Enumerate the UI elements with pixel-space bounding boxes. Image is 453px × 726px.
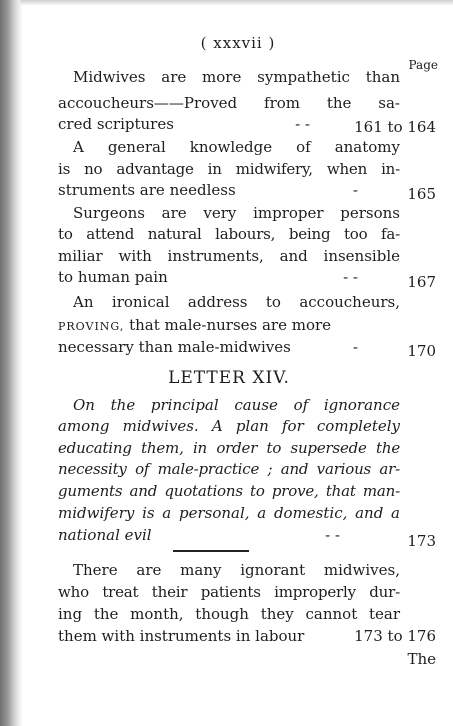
entry-1-line-2: accoucheurs——Proved from the sa- bbox=[58, 94, 400, 112]
letter-summary-line-1: On the principal cause of ignorance bbox=[73, 396, 400, 414]
entry-2-page: 165 bbox=[407, 185, 436, 203]
letter-summary-line-6: midwifery is a personal, a domestic, and a bbox=[58, 504, 400, 522]
entry-5-line-2: who treat their patients improperly dur- bbox=[58, 583, 400, 601]
entry-3-leader: - - bbox=[343, 268, 358, 286]
entry-5-line-3: ing the month, though they cannot tear bbox=[58, 605, 400, 623]
running-head: ( xxxvii ) bbox=[200, 34, 276, 52]
letter-summary-line-4: necessity of male-practice ; and various ar- bbox=[58, 460, 400, 478]
entry-2-line-3: struments are needless bbox=[58, 181, 236, 199]
letter-summary-line-3: educating them, in order to supersede the bbox=[58, 439, 400, 457]
entry-3-line-4: to human pain bbox=[58, 268, 168, 286]
letter-summary-page: 173 bbox=[407, 532, 436, 550]
entry-5-line-4: them with instruments in labour bbox=[58, 627, 305, 645]
letter-summary-line-5: guments and quotations to prove, that man- bbox=[58, 482, 400, 500]
catchword: The bbox=[407, 650, 436, 668]
entry-4-line-1: An ironical address to accoucheurs, bbox=[73, 293, 400, 311]
entry-3-page: 167 bbox=[407, 273, 436, 291]
entry-4-smallcaps-word: PROVING, bbox=[58, 320, 125, 333]
entry-5-line-1: There are many ignorant midwives, bbox=[73, 561, 400, 579]
entry-4-line-2 bbox=[58, 316, 400, 335]
entry-1-leader: - - bbox=[295, 115, 310, 133]
section-rule bbox=[173, 550, 249, 552]
letter-heading: LETTER XIV. bbox=[168, 368, 290, 388]
entry-4-line-3: necessary than male-midwives bbox=[58, 338, 291, 356]
entry-4-line-2-text: that male-nurses are more bbox=[129, 316, 332, 334]
entry-4-leader: - bbox=[352, 338, 358, 356]
entry-1-line-3: cred scriptures bbox=[58, 115, 174, 133]
entry-1-page: 161 to 164 bbox=[354, 118, 436, 136]
entry-3-line-3: miliar with instruments, and insensible bbox=[58, 247, 400, 265]
letter-summary-line-7: national evil bbox=[58, 526, 152, 544]
binding-gutter bbox=[0, 0, 22, 726]
letter-summary-leader: - - bbox=[325, 526, 340, 544]
entry-3-line-1: Surgeons are very improper persons bbox=[73, 204, 400, 222]
entry-3-line-2: to attend natural labours, being too fa- bbox=[58, 225, 400, 243]
book-page bbox=[38, 0, 438, 726]
entry-4-page: 170 bbox=[407, 342, 436, 360]
letter-summary-line-2: among midwives. A plan for completely bbox=[58, 417, 400, 435]
entry-2-line-2: is no advantage in midwifery, when in- bbox=[58, 160, 400, 178]
entry-2-leader: - bbox=[352, 181, 358, 199]
entry-5-page: 173 to 176 bbox=[354, 627, 436, 645]
entry-2-line-1: A general knowledge of anatomy bbox=[73, 138, 400, 156]
page-column-label: Page bbox=[408, 58, 438, 72]
entry-1-line-1: Midwives are more sympathetic than bbox=[73, 68, 400, 86]
